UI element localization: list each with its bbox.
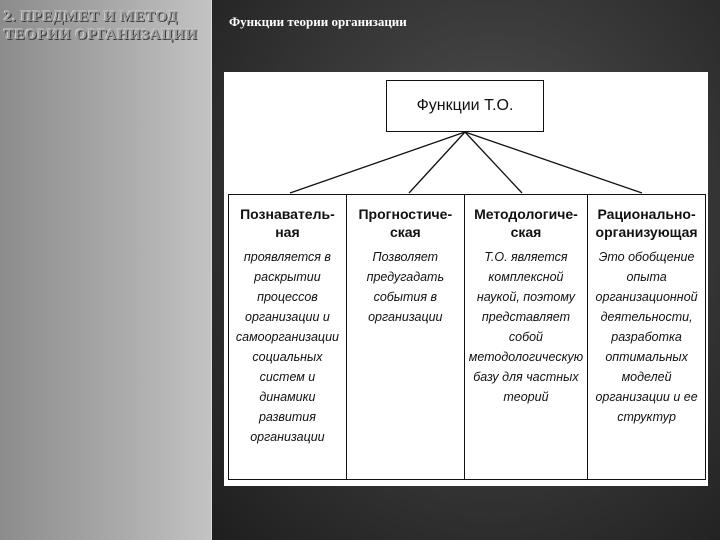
- function-columns: [228, 194, 706, 480]
- function-title: Познаватель-ная: [240, 206, 335, 240]
- function-methodological: [465, 195, 588, 479]
- function-description: Т.О. является комплексной наукой, поэтому представляет собой методологическую базу для частных теорий: [468, 250, 584, 404]
- connector-line-1: [290, 132, 465, 193]
- slide-heading: Функции теории организации: [229, 14, 407, 29]
- functions-diagram: [224, 72, 708, 486]
- connector-line-4: [465, 132, 642, 193]
- function-title: Методологиче-ская: [474, 206, 578, 240]
- function-description: Позволяет предугадать события в организации: [366, 250, 445, 324]
- function-cognitive: [229, 195, 347, 479]
- function-description: проявляется в раскрытии процессов организации и самоорганизации социальных систем и динамики развития организации: [235, 250, 339, 444]
- section-title: 2. ПРЕДМЕТ И МЕТОД ТЕОРИИ ОРГАНИЗАЦИИ: [4, 9, 198, 43]
- function-description: Это обобщение опыта организационной деятельности, разработка оптимальных моделей организации и ее структур: [595, 250, 698, 424]
- root-node: Функции Т.О.: [386, 80, 544, 132]
- function-title: Прогностиче-ская: [358, 206, 453, 240]
- left-panel: [0, 0, 212, 540]
- function-prognostic: [347, 195, 465, 479]
- function-title: Рационально-организующая: [595, 206, 698, 240]
- function-rational-organizing: [588, 195, 705, 479]
